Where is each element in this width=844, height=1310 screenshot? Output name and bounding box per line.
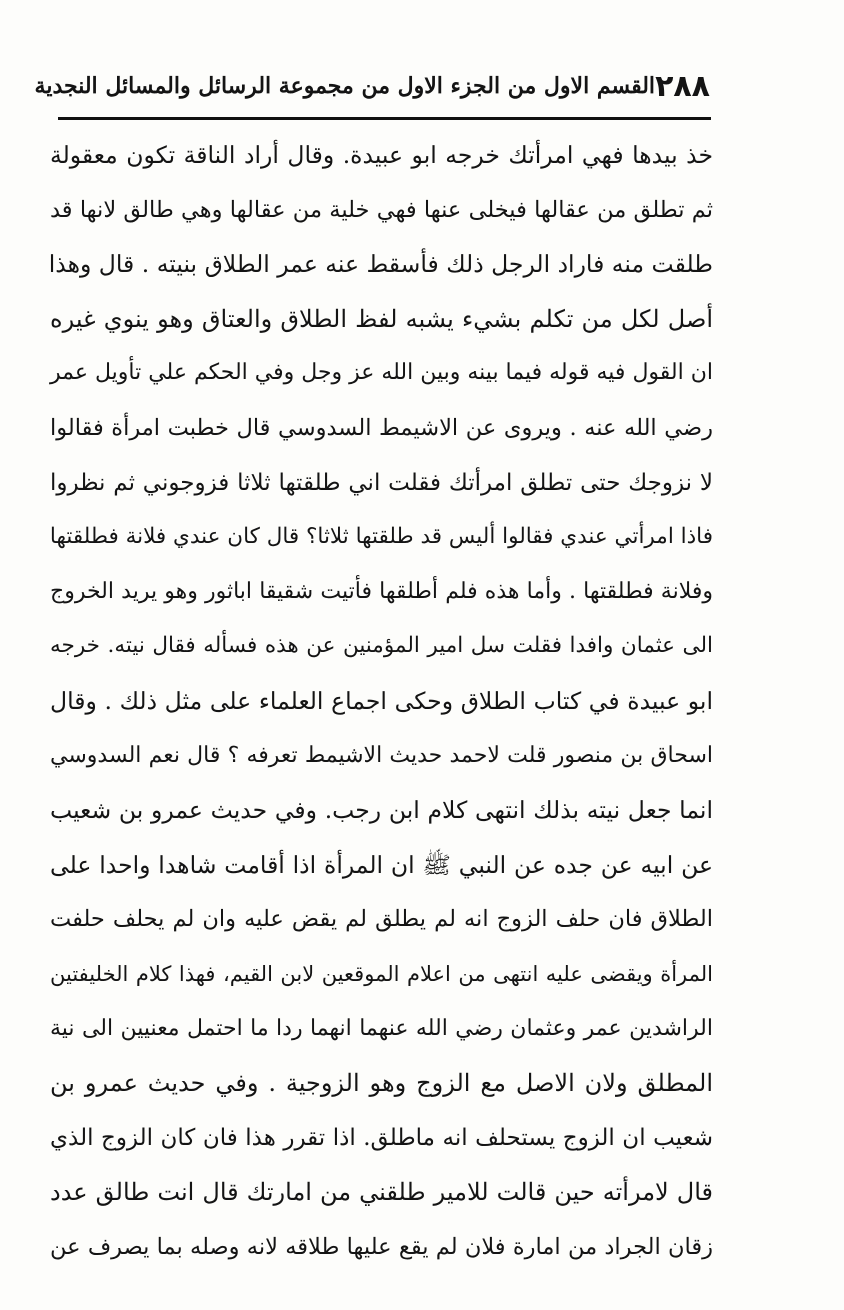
text-line: قال لامرأته حين قالت للامير طلقني من امارتك قال انت طالق عدد [50,1178,713,1207]
text-line: ثم تطلق من عقالها فيخلى عنها فهي خلية من عقالها وهي طالق لانها قد [50,196,713,223]
text-line: أصل لكل من تكلم بشيء يشبه لفظ الطلاق والعتاق وهو ينوي غيره [50,304,713,333]
text-line: فاذا امرأتي عندي فقالوا أليس قد طلقتها ثلاثا؟ قال كان عندي فلانة فطلقتها [49,524,713,550]
text-line: وفلانة فطلقتها . وأما هذه فلم أطلقها فأتيت شقيقا اباثور وهو يريد الخروج [50,578,713,604]
text-line: الراشدين عمر وعثمان رضي الله عنهما انهما ردا ما احتمل معنيين الى نية [50,1015,713,1041]
text-line: اسحاق بن منصور قلت لاحمد حديث الاشيمط تعرفه ؟ قال نعم السدوسي [50,742,713,768]
text-line: انما جعل نيته بذلك انتهى كلام ابن رجب. وفي حديث عمرو بن شعيب [50,796,713,825]
body-text [50,128,713,1274]
page-number: ٢٨٨ [655,68,710,104]
text-line: خذ بيدها فهي امرأتك خرجه ابو عبيدة. وقال أراد الناقة تكون معقولة [50,141,713,169]
text-line: لا نزوجك حتى تطلق امرأتك فقلت اني طلقتها ثلاثا فزوجوني ثم نظروا [50,469,713,496]
running-header [34,62,710,110]
text-line: الطلاق فان حلف الزوج انه لم يطلق لم يقض عليه وان لم يحلف حلفت [50,906,713,933]
text-line: المطلق ولان الاصل مع الزوج وهو الزوجية . وفي حديث عمرو بن [50,1069,713,1098]
text-line: ابو عبيدة في كتاب الطلاق وحكى اجماع العلماء على مثل ذلك . وقال [50,686,713,715]
text-line: الى عثمان وافدا فقلت سل امير المؤمنين عن هذه فسأله فقال نيته. خرجه [50,633,713,659]
text-line: رضي الله عنه . ويروى عن الاشيمط السدوسي قال خطبت امرأة فقالوا [50,414,713,441]
text-line: طلقت منه فاراد الرجل ذلك فأسقط عنه عمر الطلاق بنيته . قال وهذا [48,250,713,279]
header-title: القسم الاول من الجزء الاول من مجموعة الرسائل والمسائل النجدية [34,73,656,99]
text-line: المرأة ويقضى عليه انتهى من اعلام الموقعين لابن القيم، فهذا كلام الخليفتين [50,961,713,986]
text-line: ان القول فيه قوله فيما بينه وبين الله عز وجل وفي الحكم علي تأويل عمر [50,360,713,386]
text-line: عن ابيه عن جده عن النبي ﷺ ان المرأة اذا أقامت شاهدا واحدا على [50,850,713,879]
header-rule [58,117,711,120]
text-line: شعيب ان الزوج يستحلف انه ماطلق. اذا تقرر هذا فان كان الزوج الذي [50,1124,713,1151]
text-line: زقان الجراد من امارة فلان لم يقع عليها طلاقه لانه وصله بما يصرف عن [50,1233,713,1260]
